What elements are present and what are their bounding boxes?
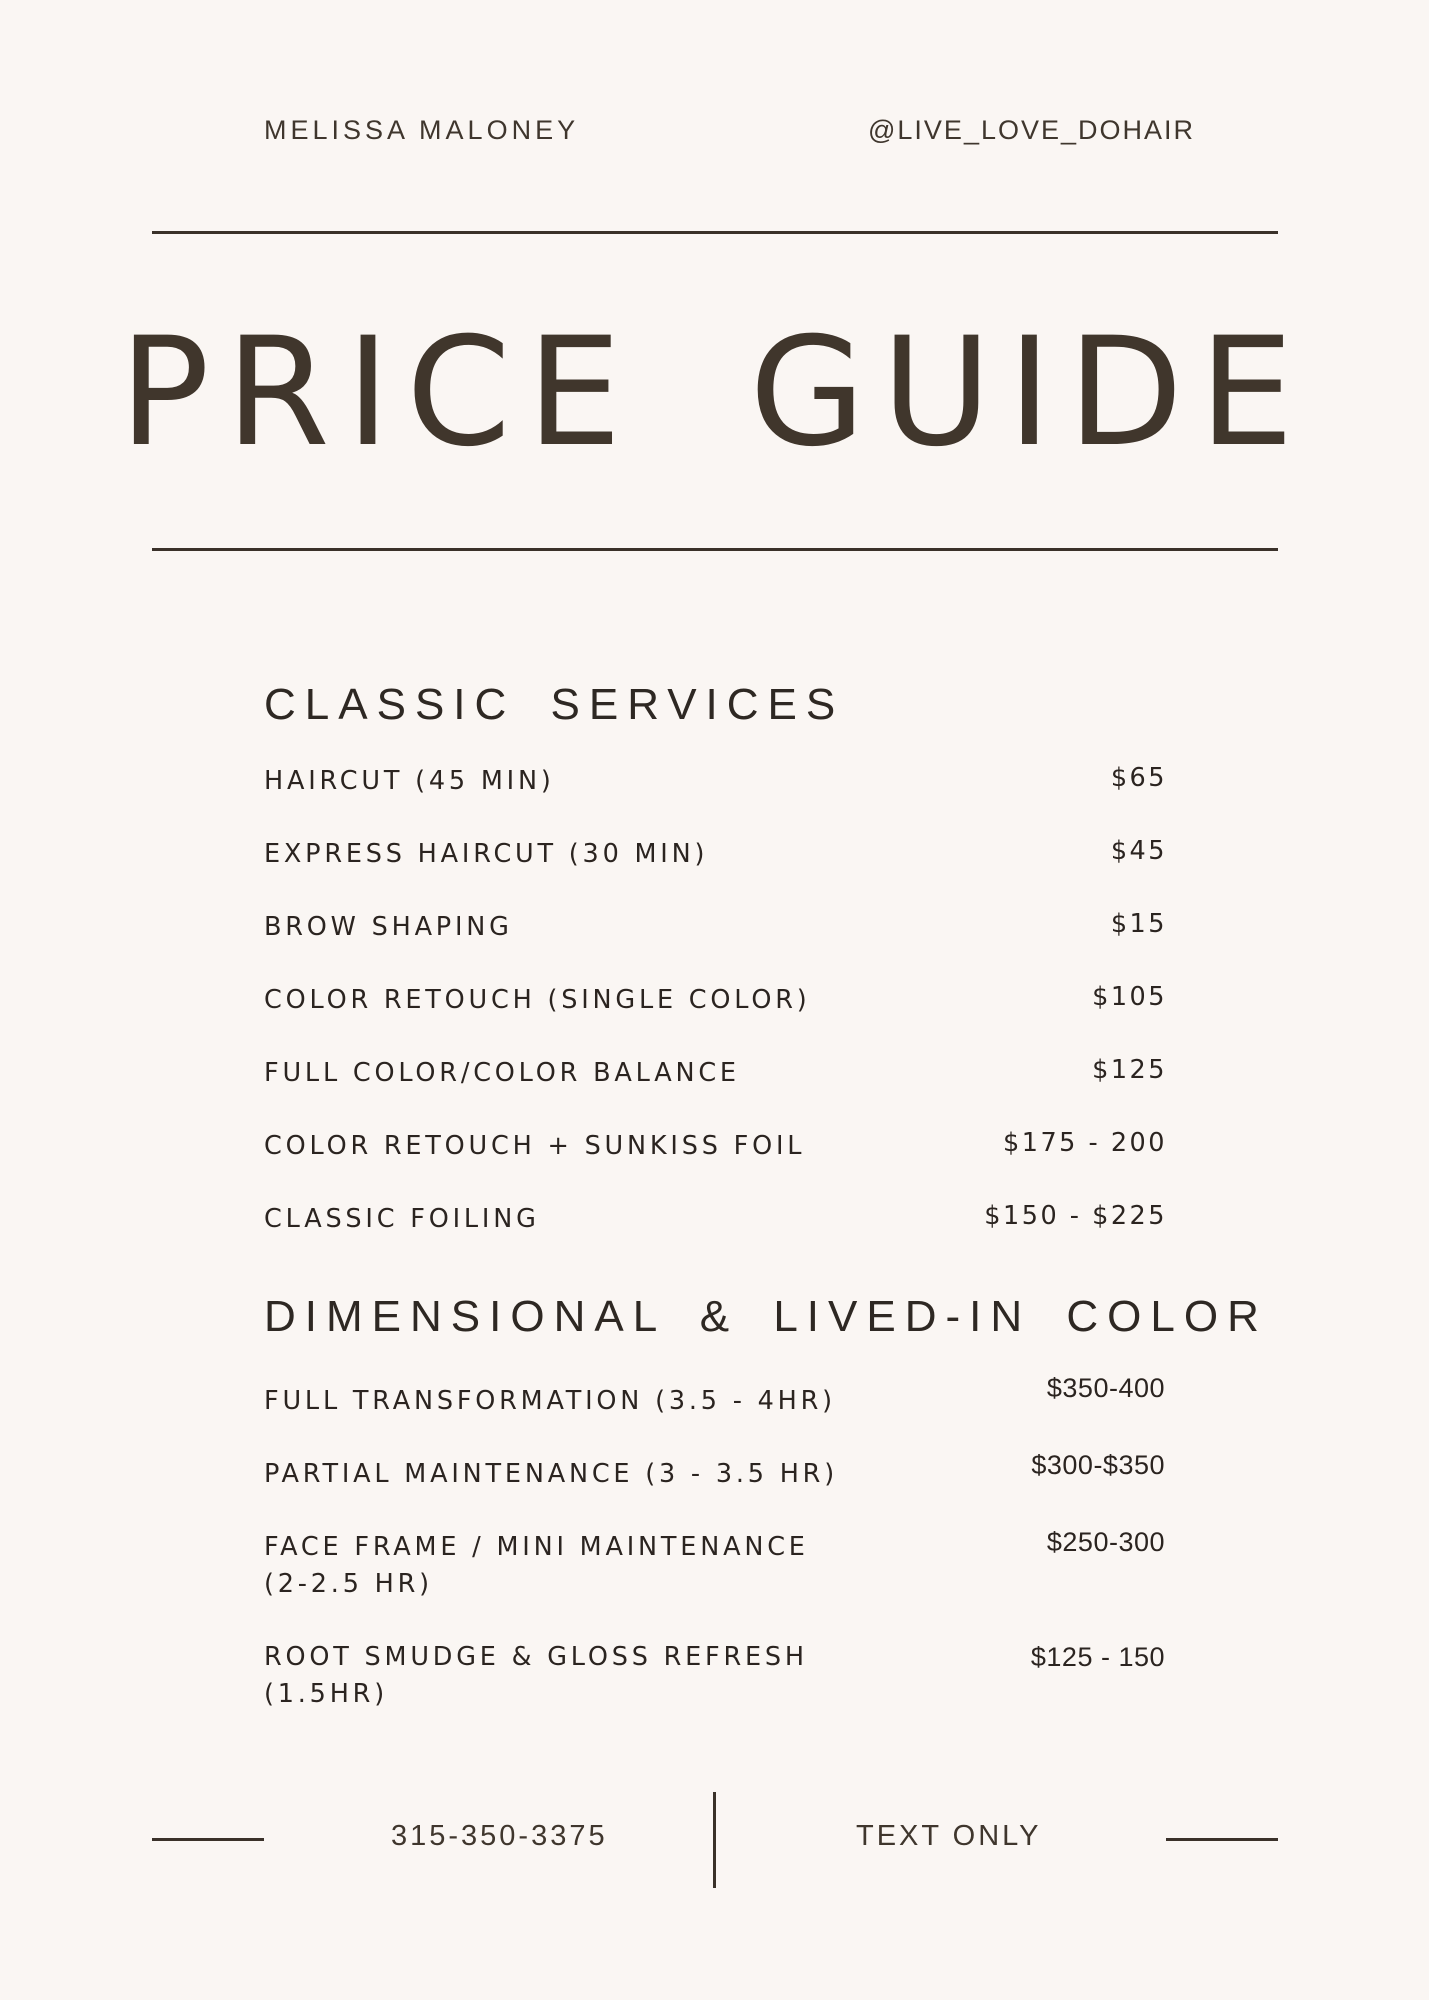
service-price: $175 - 200	[1003, 1128, 1167, 1158]
stylist-name: MELISSA MALONEY	[264, 115, 580, 145]
service-price: $65	[1110, 763, 1167, 793]
footer-divider	[713, 1792, 716, 1888]
section-heading-dimensional: DIMENSIONAL & LIVED-IN COLOR	[264, 1292, 1268, 1341]
phone-number[interactable]: 315-350-3375	[391, 1820, 608, 1852]
service-price: $125 - 150	[1030, 1642, 1165, 1672]
page-title: PRICE GUIDE	[119, 306, 1310, 480]
service-label-duration: (1.5HR)	[264, 1679, 388, 1709]
service-label: EXPRESS HAIRCUT (30 MIN)	[264, 839, 709, 869]
service-label: FACE FRAME / MINI MAINTENANCE	[264, 1532, 809, 1562]
service-price: $45	[1110, 836, 1167, 866]
contact-note: TEXT ONLY	[856, 1820, 1042, 1852]
footer-right-line	[1166, 1838, 1278, 1841]
service-price: $300-$350	[1031, 1450, 1165, 1480]
service-label: CLASSIC FOILING	[264, 1204, 540, 1234]
instagram-handle[interactable]: @LIVE_LOVE_DOHAIR	[868, 115, 1196, 145]
section-heading-classic: CLASSIC SERVICES	[264, 680, 845, 729]
service-price: $350-400	[1046, 1373, 1165, 1403]
service-price: $150 - $225	[984, 1201, 1167, 1231]
service-price: $15	[1110, 909, 1167, 939]
top-divider	[152, 231, 1278, 234]
service-label: BROW SHAPING	[264, 912, 513, 942]
service-price: $250-300	[1046, 1527, 1165, 1557]
service-label: PARTIAL MAINTENANCE (3 - 3.5 HR)	[264, 1459, 838, 1489]
title-divider	[152, 548, 1278, 551]
footer-left-line	[152, 1838, 264, 1841]
service-label: FULL TRANSFORMATION (3.5 - 4HR)	[264, 1386, 836, 1416]
service-label-duration: (2-2.5 HR)	[264, 1569, 433, 1599]
service-label: COLOR RETOUCH (SINGLE COLOR)	[264, 985, 811, 1015]
service-label: ROOT SMUDGE & GLOSS REFRESH	[264, 1642, 808, 1672]
service-label: HAIRCUT (45 MIN)	[264, 766, 555, 796]
service-label: FULL COLOR/COLOR BALANCE	[264, 1058, 740, 1088]
service-price: $105	[1092, 982, 1167, 1012]
service-price: $125	[1092, 1055, 1167, 1085]
service-label: COLOR RETOUCH + SUNKISS FOIL	[264, 1131, 806, 1161]
